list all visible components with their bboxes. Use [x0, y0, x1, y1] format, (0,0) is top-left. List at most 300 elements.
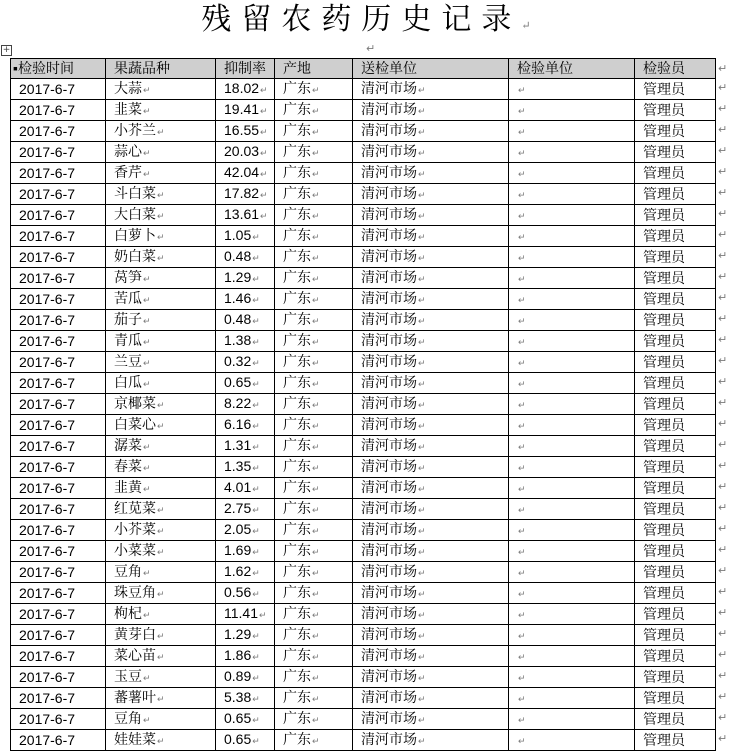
cell-produce-variety[interactable] [106, 267, 216, 288]
cell-inspecting-unit[interactable] [509, 246, 635, 267]
cell-origin[interactable] [275, 666, 353, 687]
cell-inspection-time[interactable] [11, 225, 106, 246]
cell-end-mark [417, 332, 426, 348]
cell-produce-variety[interactable] [106, 330, 216, 351]
cell-inspecting-unit[interactable] [509, 519, 635, 540]
inspection-time-text: 2017-6-7 [19, 206, 76, 223]
table-move-handle-icon[interactable]: + [2, 45, 11, 55]
cell-origin[interactable] [275, 582, 353, 603]
submitting-unit-text: 清河市场 [361, 268, 417, 285]
cell-produce-variety[interactable] [106, 99, 216, 120]
cell-inhibition-rate[interactable] [216, 477, 275, 498]
cell-inhibition-rate[interactable] [216, 204, 275, 225]
cell-inspector[interactable] [635, 351, 716, 372]
cell-inspector[interactable] [635, 246, 716, 267]
cell-inspection-time[interactable] [11, 78, 106, 99]
produce-variety-text: 莴笋 [114, 268, 142, 285]
cell-end-mark [417, 584, 426, 600]
pesticide-record-table [10, 58, 716, 751]
cell-inspecting-unit[interactable] [509, 288, 635, 309]
cell-origin[interactable] [275, 288, 353, 309]
cell-inspecting-unit[interactable] [509, 141, 635, 162]
cell-inspection-time[interactable] [11, 645, 106, 666]
cell-inspection-time[interactable] [11, 708, 106, 729]
cell-produce-variety[interactable] [106, 141, 216, 162]
cell-inspection-time[interactable] [11, 498, 106, 519]
cell-inspector[interactable] [635, 603, 716, 624]
cell-produce-variety[interactable] [106, 351, 216, 372]
inspection-time-text: 2017-6-7 [19, 689, 76, 706]
cell-inspection-time[interactable] [11, 435, 106, 456]
cell-end-mark [517, 80, 526, 96]
cell-inspecting-unit[interactable] [509, 225, 635, 246]
cell-inhibition-rate[interactable] [216, 288, 275, 309]
cell-inhibition-rate[interactable] [216, 645, 275, 666]
cell-produce-variety[interactable] [106, 708, 216, 729]
inhibition-rate-text: 2.05 [224, 520, 252, 537]
cell-inspecting-unit[interactable] [509, 603, 635, 624]
produce-variety-text: 珠豆角 [114, 583, 156, 600]
cell-inhibition-rate[interactable] [216, 414, 275, 435]
cell-inspecting-unit[interactable] [509, 162, 635, 183]
cell-inspection-time[interactable] [11, 414, 106, 435]
cell-origin[interactable] [275, 78, 353, 99]
cell-inspector[interactable] [635, 225, 716, 246]
cell-end-mark [311, 185, 320, 201]
cell-inhibition-rate[interactable] [216, 330, 275, 351]
cell-origin[interactable] [275, 309, 353, 330]
cell-inspector[interactable] [635, 477, 716, 498]
cell-inhibition-rate[interactable] [216, 141, 275, 162]
cell-submitting-unit[interactable] [353, 456, 509, 477]
col-header-produce-variety: 果蔬品种 [106, 59, 216, 79]
cell-origin[interactable] [275, 225, 353, 246]
inspector-text: 管理员 [643, 353, 685, 370]
cell-inhibition-rate[interactable] [216, 435, 275, 456]
cell-inspection-time[interactable] [11, 246, 106, 267]
cell-inspector[interactable] [635, 162, 716, 183]
cell-inspector[interactable] [635, 561, 716, 582]
cell-produce-variety[interactable] [106, 162, 216, 183]
cell-produce-variety[interactable] [106, 414, 216, 435]
cell-produce-variety[interactable] [106, 729, 216, 750]
cell-inhibition-rate[interactable] [216, 603, 275, 624]
row-end-mark: ↵ [718, 375, 728, 389]
cell-inspection-time[interactable] [11, 456, 106, 477]
cell-inhibition-rate[interactable] [216, 267, 275, 288]
cell-origin[interactable] [275, 519, 353, 540]
cell-produce-variety[interactable] [106, 204, 216, 225]
cell-inspecting-unit[interactable] [509, 204, 635, 225]
cell-submitting-unit[interactable] [353, 162, 509, 183]
row-end-mark: ↵ [718, 459, 728, 473]
cell-submitting-unit[interactable] [353, 99, 509, 120]
cell-inspector[interactable] [635, 393, 716, 414]
cell-inhibition-rate[interactable] [216, 393, 275, 414]
cell-produce-variety[interactable] [106, 288, 216, 309]
cell-produce-variety[interactable] [106, 477, 216, 498]
produce-variety-text: 春菜 [114, 457, 142, 474]
cell-end-mark [517, 122, 526, 138]
cell-inspecting-unit[interactable] [509, 99, 635, 120]
cell-inspector[interactable] [635, 330, 716, 351]
cell-inhibition-rate[interactable] [216, 78, 275, 99]
cell-submitting-unit[interactable] [353, 183, 509, 204]
cell-end-mark [311, 521, 320, 537]
inspector-text: 管理员 [643, 395, 685, 412]
cell-origin[interactable] [275, 498, 353, 519]
cell-inspecting-unit[interactable] [509, 351, 635, 372]
cell-inhibition-rate[interactable] [216, 309, 275, 330]
cell-inspecting-unit[interactable] [509, 309, 635, 330]
cell-inhibition-rate[interactable] [216, 162, 275, 183]
origin-text: 广东 [283, 373, 311, 390]
inspector-text: 管理员 [643, 269, 685, 286]
cell-submitting-unit[interactable] [353, 435, 509, 456]
inspector-text: 管理员 [643, 374, 685, 391]
cell-origin[interactable] [275, 99, 353, 120]
cell-submitting-unit[interactable] [353, 498, 509, 519]
cell-inhibition-rate[interactable] [216, 183, 275, 204]
inspector-text: 管理员 [643, 248, 685, 265]
cell-submitting-unit[interactable] [353, 120, 509, 141]
cell-origin[interactable] [275, 162, 353, 183]
cell-inspector[interactable] [635, 519, 716, 540]
cell-end-mark [517, 353, 526, 369]
cell-inspector[interactable] [635, 414, 716, 435]
inhibition-rate-text: 1.62 [224, 562, 252, 579]
cell-origin[interactable] [275, 414, 353, 435]
cell-inspection-time[interactable] [11, 687, 106, 708]
cell-inspecting-unit[interactable] [509, 540, 635, 561]
cell-inspection-time[interactable] [11, 99, 106, 120]
cell-inhibition-rate[interactable] [216, 246, 275, 267]
cell-inspector[interactable] [635, 288, 716, 309]
cell-origin[interactable] [275, 330, 353, 351]
cell-inspecting-unit[interactable] [509, 561, 635, 582]
cell-inhibition-rate[interactable] [216, 519, 275, 540]
cell-inhibition-rate[interactable] [216, 561, 275, 582]
cell-submitting-unit[interactable] [353, 330, 509, 351]
table-row [11, 225, 716, 246]
cell-submitting-unit[interactable] [353, 225, 509, 246]
cell-inspecting-unit[interactable] [509, 414, 635, 435]
cell-inspection-time[interactable] [11, 288, 106, 309]
cell-inspector[interactable] [635, 729, 716, 750]
cell-end-mark [251, 710, 260, 726]
cell-inhibition-rate[interactable] [216, 99, 275, 120]
cell-produce-variety[interactable] [106, 435, 216, 456]
cell-inspection-time[interactable] [11, 267, 106, 288]
cell-submitting-unit[interactable] [353, 519, 509, 540]
cell-end-mark [142, 332, 151, 348]
cell-inspection-time[interactable] [11, 561, 106, 582]
cell-submitting-unit[interactable] [353, 561, 509, 582]
cell-inspection-time[interactable] [11, 141, 106, 162]
cell-origin[interactable] [275, 540, 353, 561]
cell-submitting-unit[interactable] [353, 687, 509, 708]
cell-inspection-time[interactable] [11, 729, 106, 750]
cell-end-mark [417, 185, 426, 201]
cell-submitting-unit[interactable] [353, 393, 509, 414]
cell-end-mark [251, 479, 260, 495]
cell-end-mark [259, 80, 268, 96]
cell-inspecting-unit[interactable] [509, 624, 635, 645]
table-row [11, 393, 716, 414]
cell-end-mark [311, 584, 320, 600]
cell-origin[interactable] [275, 603, 353, 624]
cell-origin[interactable] [275, 435, 353, 456]
cell-produce-variety[interactable] [106, 519, 216, 540]
produce-variety-text: 蕃薯叶 [114, 688, 156, 705]
cell-submitting-unit[interactable] [353, 78, 509, 99]
cell-inspector[interactable] [635, 435, 716, 456]
origin-text: 广东 [283, 457, 311, 474]
cell-inspecting-unit[interactable] [509, 477, 635, 498]
cell-inhibition-rate[interactable] [216, 540, 275, 561]
cell-end-mark [251, 689, 260, 705]
cell-inspector[interactable] [635, 687, 716, 708]
cell-inhibition-rate[interactable] [216, 351, 275, 372]
cell-inhibition-rate[interactable] [216, 687, 275, 708]
cell-inspection-time[interactable] [11, 624, 106, 645]
cell-inspector[interactable] [635, 267, 716, 288]
cell-origin[interactable] [275, 477, 353, 498]
cell-end-mark [156, 584, 165, 600]
inspection-time-text: 2017-6-7 [19, 647, 76, 664]
cell-produce-variety[interactable] [106, 120, 216, 141]
cell-inspector[interactable] [635, 624, 716, 645]
cell-inspection-time[interactable] [11, 393, 106, 414]
table-row [11, 141, 716, 162]
cell-end-mark [156, 395, 165, 411]
cell-origin[interactable] [275, 456, 353, 477]
cell-produce-variety[interactable] [106, 183, 216, 204]
cell-submitting-unit[interactable] [353, 141, 509, 162]
cell-inspector[interactable] [635, 309, 716, 330]
cell-submitting-unit[interactable] [353, 666, 509, 687]
cell-produce-variety[interactable] [106, 645, 216, 666]
cell-produce-variety[interactable] [106, 309, 216, 330]
cell-origin[interactable] [275, 372, 353, 393]
cell-origin[interactable] [275, 246, 353, 267]
inspection-time-text: 2017-6-7 [19, 248, 76, 265]
cell-inspecting-unit[interactable] [509, 498, 635, 519]
cell-inspector[interactable] [635, 645, 716, 666]
produce-variety-text: 白萝卜 [114, 226, 156, 243]
cell-submitting-unit[interactable] [353, 708, 509, 729]
cell-produce-variety[interactable] [106, 624, 216, 645]
cell-inspector[interactable] [635, 540, 716, 561]
cell-inspection-time[interactable] [11, 309, 106, 330]
cell-end-mark [142, 101, 151, 117]
cell-inspection-time[interactable] [11, 351, 106, 372]
produce-variety-text: 大蒜 [114, 79, 142, 96]
cell-inhibition-rate[interactable] [216, 225, 275, 246]
cell-produce-variety[interactable] [106, 666, 216, 687]
cell-end-mark [142, 353, 151, 369]
inspector-text: 管理员 [643, 122, 685, 139]
cell-end-mark [156, 500, 165, 516]
origin-text: 广东 [283, 709, 311, 726]
cell-inspector[interactable] [635, 708, 716, 729]
cell-inhibition-rate[interactable] [216, 498, 275, 519]
cell-inspector[interactable] [635, 372, 716, 393]
table-row [11, 561, 716, 582]
document-title [0, 0, 732, 44]
cell-origin[interactable] [275, 351, 353, 372]
cell-inhibition-rate[interactable] [216, 624, 275, 645]
cell-produce-variety[interactable] [106, 561, 216, 582]
cell-inhibition-rate[interactable] [216, 456, 275, 477]
cell-end-mark [156, 626, 165, 642]
cell-inspection-time[interactable] [11, 477, 106, 498]
cell-submitting-unit[interactable] [353, 603, 509, 624]
cell-produce-variety[interactable] [106, 582, 216, 603]
cell-produce-variety[interactable] [106, 225, 216, 246]
cell-inhibition-rate[interactable] [216, 120, 275, 141]
submitting-unit-text: 清河市场 [361, 394, 417, 411]
cell-inspection-time[interactable] [11, 120, 106, 141]
cell-origin[interactable] [275, 204, 353, 225]
cell-inspecting-unit[interactable] [509, 183, 635, 204]
cell-submitting-unit[interactable] [353, 309, 509, 330]
cell-inspector[interactable] [635, 204, 716, 225]
cell-produce-variety[interactable] [106, 603, 216, 624]
cell-inspecting-unit[interactable] [509, 330, 635, 351]
cell-inspecting-unit[interactable] [509, 666, 635, 687]
col-header-submitting-unit: 送检单位 [353, 59, 509, 79]
cell-end-mark [251, 647, 260, 663]
produce-variety-text: 玉豆 [114, 667, 142, 684]
cell-inspector[interactable] [635, 78, 716, 99]
cell-inspecting-unit[interactable] [509, 687, 635, 708]
cell-inspecting-unit[interactable] [509, 120, 635, 141]
cell-submitting-unit[interactable] [353, 267, 509, 288]
cell-inspecting-unit[interactable] [509, 393, 635, 414]
cell-inspection-time[interactable] [11, 204, 106, 225]
cell-produce-variety[interactable] [106, 372, 216, 393]
cell-end-mark [142, 605, 151, 621]
cell-inhibition-rate[interactable] [216, 372, 275, 393]
cell-inspecting-unit[interactable] [509, 372, 635, 393]
row-end-mark: ↵ [718, 228, 728, 242]
cell-submitting-unit[interactable] [353, 477, 509, 498]
cell-origin[interactable] [275, 267, 353, 288]
cell-produce-variety[interactable] [106, 540, 216, 561]
cell-origin[interactable] [275, 120, 353, 141]
cell-inspecting-unit[interactable] [509, 708, 635, 729]
cell-inspection-time[interactable] [11, 519, 106, 540]
cell-inspecting-unit[interactable] [509, 729, 635, 750]
cell-submitting-unit[interactable] [353, 624, 509, 645]
cell-origin[interactable] [275, 141, 353, 162]
cell-end-mark [311, 437, 320, 453]
cell-inspector[interactable] [635, 582, 716, 603]
cell-inspecting-unit[interactable] [509, 582, 635, 603]
row-end-mark: ↵ [718, 501, 728, 515]
inspector-text: 管理员 [643, 731, 685, 748]
cell-inspection-time[interactable] [11, 540, 106, 561]
cell-end-mark [417, 80, 426, 96]
cell-inhibition-rate[interactable] [216, 582, 275, 603]
cell-submitting-unit[interactable] [353, 729, 509, 750]
cell-submitting-unit[interactable] [353, 204, 509, 225]
cell-inspection-time[interactable] [11, 603, 106, 624]
cell-origin[interactable] [275, 729, 353, 750]
cell-produce-variety[interactable] [106, 393, 216, 414]
cell-inspector[interactable] [635, 498, 716, 519]
cell-submitting-unit[interactable] [353, 351, 509, 372]
inspector-text: 管理员 [643, 290, 685, 307]
table-row [11, 645, 716, 666]
cell-inspector[interactable] [635, 99, 716, 120]
cell-origin[interactable] [275, 183, 353, 204]
cell-inspecting-unit[interactable] [509, 645, 635, 666]
cell-origin[interactable] [275, 393, 353, 414]
cell-inspecting-unit[interactable] [509, 78, 635, 99]
cell-origin[interactable] [275, 708, 353, 729]
cell-origin[interactable] [275, 624, 353, 645]
cell-submitting-unit[interactable] [353, 246, 509, 267]
row-end-mark: ↵ [718, 648, 728, 662]
cell-inspector[interactable] [635, 141, 716, 162]
cell-produce-variety[interactable] [106, 78, 216, 99]
submitting-unit-text: 清河市场 [361, 331, 417, 348]
cell-origin[interactable] [275, 645, 353, 666]
cell-inhibition-rate[interactable] [216, 708, 275, 729]
cell-inspecting-unit[interactable] [509, 267, 635, 288]
cell-origin[interactable] [275, 561, 353, 582]
inspector-text: 管理员 [643, 458, 685, 475]
table-row [11, 666, 716, 687]
cell-produce-variety[interactable] [106, 498, 216, 519]
cell-inhibition-rate[interactable] [216, 729, 275, 750]
cell-submitting-unit[interactable] [353, 645, 509, 666]
cell-origin[interactable] [275, 687, 353, 708]
cell-submitting-unit[interactable] [353, 582, 509, 603]
inspection-time-text: 2017-6-7 [19, 479, 76, 496]
cell-inspecting-unit[interactable] [509, 435, 635, 456]
inspector-text: 管理员 [643, 101, 685, 118]
cell-inspection-time[interactable] [11, 372, 106, 393]
cell-submitting-unit[interactable] [353, 414, 509, 435]
cell-inspection-time[interactable] [11, 666, 106, 687]
cell-submitting-unit[interactable] [353, 288, 509, 309]
cell-end-mark [517, 542, 526, 558]
cell-inspection-time[interactable] [11, 582, 106, 603]
cell-inspector[interactable] [635, 666, 716, 687]
cell-end-mark [517, 710, 526, 726]
cell-produce-variety[interactable] [106, 246, 216, 267]
cell-inspecting-unit[interactable] [509, 456, 635, 477]
cell-submitting-unit[interactable] [353, 372, 509, 393]
cell-end-mark [251, 500, 260, 516]
table-header-row [11, 59, 716, 79]
cell-produce-variety[interactable] [106, 456, 216, 477]
cell-end-mark [142, 710, 151, 726]
cell-inspector[interactable] [635, 120, 716, 141]
cell-inhibition-rate[interactable] [216, 666, 275, 687]
cell-inspector[interactable] [635, 183, 716, 204]
cell-inspection-time[interactable] [11, 162, 106, 183]
cell-submitting-unit[interactable] [353, 540, 509, 561]
cell-inspection-time[interactable] [11, 330, 106, 351]
cell-produce-variety[interactable] [106, 687, 216, 708]
cell-inspection-time[interactable] [11, 183, 106, 204]
inspector-text: 管理员 [643, 311, 685, 328]
cell-inspector[interactable] [635, 456, 716, 477]
